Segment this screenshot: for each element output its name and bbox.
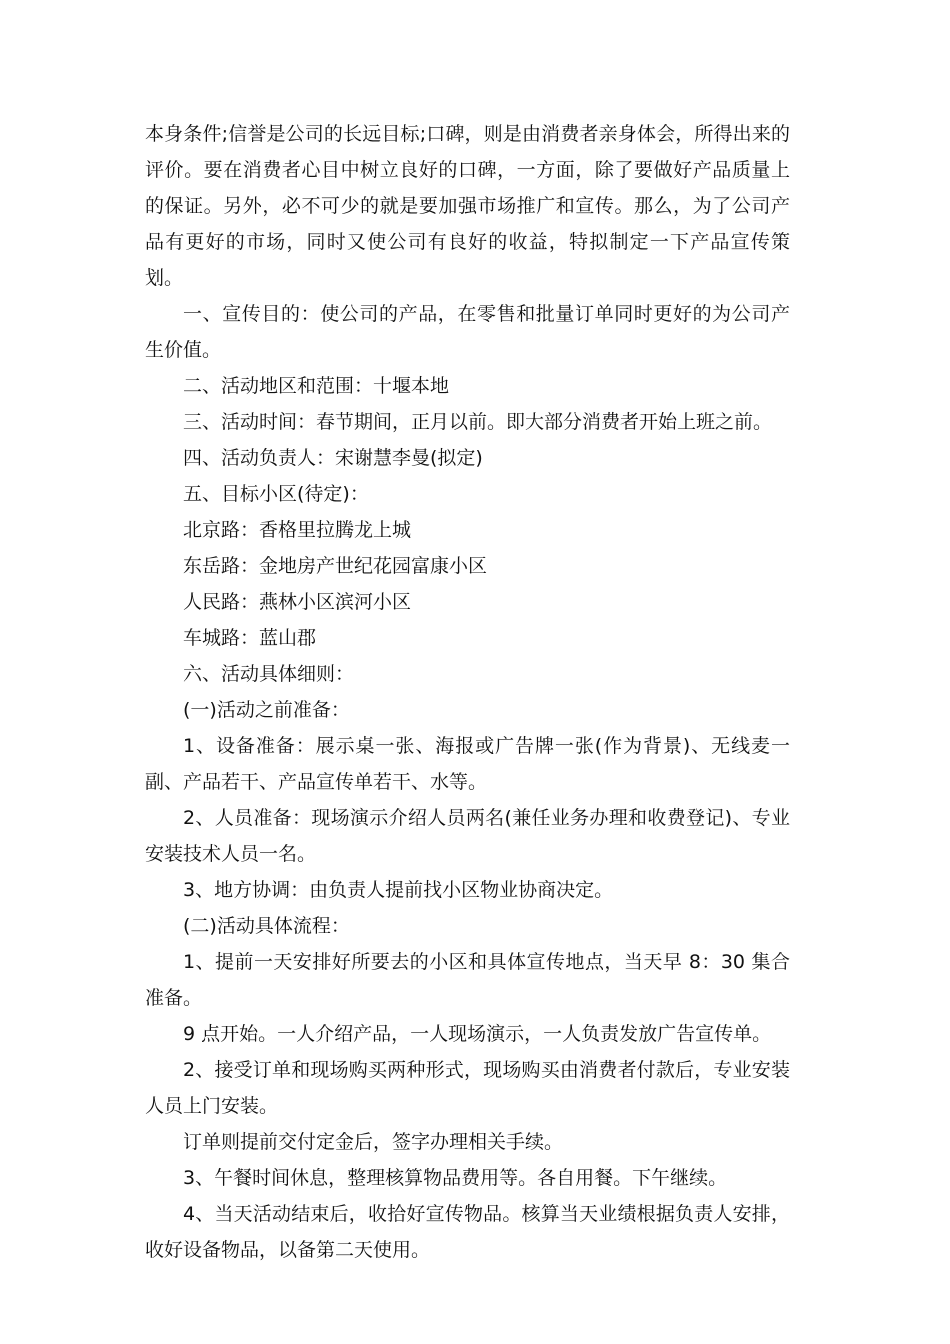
section-time: 三、活动时间：春节期间，正月以前。即大部分消费者开始上班之前。 <box>183 411 773 433</box>
section-owner: 四、活动负责人：宋谢慧李曼(拟定) <box>183 447 483 469</box>
prep-coordination: 3、地方协调：由负责人提前找小区物业协商决定。 <box>183 879 614 901</box>
subsection-preparation: (一)活动之前准备： <box>183 699 350 721</box>
process-step-4: 4、当天活动结束后，收拾好宣传物品。核算当天业绩根据负责人安排，收好设备物品，以备第二天使用。 <box>145 1203 790 1261</box>
prep-staff: 2、人员准备：现场演示介绍人员两名(兼任业务办理和收费登记)、专业安装技术人员一名。 <box>145 807 790 865</box>
section-details: 六、活动具体细则： <box>183 663 355 685</box>
community-beijing-road: 北京路：香格里拉腾龙上城 <box>183 519 412 541</box>
community-checheng-road: 车城路：蓝山郡 <box>183 627 317 649</box>
process-step-2: 2、接受订单和现场购买两种形式，现场购买由消费者付款后，专业安装人员上门安装。 <box>145 1059 790 1117</box>
community-renmin-road: 人民路：燕林小区滨河小区 <box>183 591 412 613</box>
process-step-3: 3、午餐时间休息，整理核算物品费用等。各自用餐。下午继续。 <box>183 1167 728 1189</box>
intro-paragraph: 本身条件;信誉是公司的长远目标;口碑，则是由消费者亲身体会，所得出来的评价。要在消费者心目中树立良好的口碑，一方面，除了要做好产品质量上的保证。另外，必不可少的就是要加强市场推广和宣传。那么，为了公司产品有更好的市场，同时又使公司有良好的收益，特拟制定一下产品宣传策划。 <box>145 123 790 289</box>
community-dongyue-road: 东岳路：金地房产世纪花园富康小区 <box>183 555 488 577</box>
section-purpose: 一、宣传目的：使公司的产品，在零售和批量订单同时更好的为公司产生价值。 <box>145 303 790 361</box>
process-step-2-cont: 订单则提前交付定金后，签字办理相关手续。 <box>183 1131 564 1153</box>
section-target-communities: 五、目标小区(待定)： <box>183 483 369 505</box>
section-area: 二、活动地区和范围：十堰本地 <box>183 375 450 397</box>
document-body <box>145 116 790 1268</box>
prep-equipment: 1、设备准备：展示桌一张、海报或广告牌一张(作为背景)、无线麦一副、产品若干、产品宣传单若干、水等。 <box>145 735 790 793</box>
process-step-1: 1、提前一天安排好所要去的小区和具体宣传地点，当天早 8：30 集合准备。 <box>145 951 790 1009</box>
subsection-process: (二)活动具体流程： <box>183 915 350 937</box>
process-step-1-cont: 9 点开始。一人介绍产品，一人现场演示，一人负责发放广告宣传单。 <box>183 1023 772 1045</box>
